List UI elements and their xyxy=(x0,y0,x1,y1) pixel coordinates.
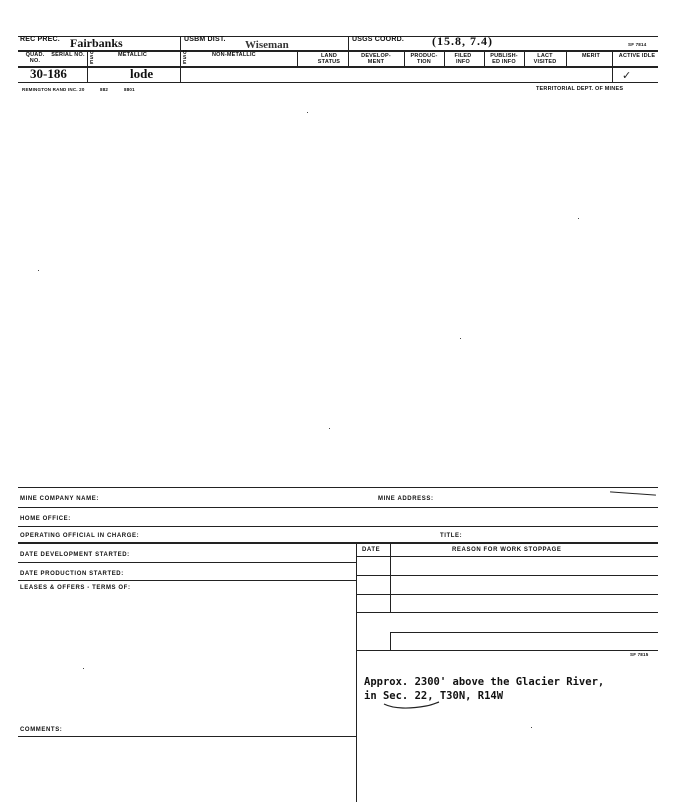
quad-serial-value: 30-186 xyxy=(30,66,67,81)
col-use-nonmetallic: U S E xyxy=(183,50,187,66)
date-development-started-label: DATE DEVELOPMENT STARTED: xyxy=(20,552,130,558)
department-name: TERRITORIAL DEPT. OF MINES xyxy=(536,86,624,92)
operating-official-label: OPERATING OFFICIAL IN CHARGE: xyxy=(20,533,140,539)
col-last-visited: LACT VISITED xyxy=(533,53,557,65)
mine-address-label: MINE ADDRESS: xyxy=(378,496,434,502)
rec-prec-label: REC PREC. xyxy=(20,36,60,43)
usbm-dist-label: USBM DIST. xyxy=(184,36,226,43)
col-non-metallic: NON-METALLIC xyxy=(212,52,256,58)
typed-location-note-line-1: Approx. 2300' above the Glacier River, xyxy=(364,676,605,688)
usbm-dist-value: Wiseman xyxy=(245,39,289,51)
col-development: DEVELOP- MENT xyxy=(361,53,391,65)
col-published-info: PUBLISH- ED INFO xyxy=(490,53,518,65)
col-filed-info: FILED INFO xyxy=(454,53,472,65)
col-merit: MERIT xyxy=(581,53,601,59)
rec-prec-value: Fairbanks xyxy=(70,36,123,50)
usgs-coord-value: (15.8, 7.4) xyxy=(432,34,493,48)
col-land-status: LAND STATUS xyxy=(317,53,341,65)
active-idle-mark: ✓ xyxy=(622,70,632,82)
leases-offers-label: LEASES & OFFERS - TERMS OF: xyxy=(20,585,131,591)
footer-code-2: 8801 xyxy=(124,87,135,92)
reason-for-work-stoppage-header: REASON FOR WORK STOPPAGE xyxy=(452,547,562,553)
date-column-header: DATE xyxy=(362,547,381,553)
col-metallic: METALLIC xyxy=(118,52,147,58)
printer-credit: REMINGTON RAND INC. 20 xyxy=(22,87,85,92)
title-label: TITLE: xyxy=(440,533,463,539)
home-office-label: HOME OFFICE: xyxy=(20,516,71,522)
comments-label: COMMENTS: xyxy=(20,727,63,733)
col-production: PRODUC- TION xyxy=(410,53,438,65)
metallic-value: lode xyxy=(130,66,154,81)
col-quad-no: QUAD. NO. xyxy=(25,52,45,64)
form-number-bottom: SF 7815 xyxy=(630,652,649,657)
typed-location-note-line-2: in Sec. 22, T30N, R14W xyxy=(364,690,504,702)
col-use-metallic: U S E xyxy=(90,50,94,66)
handwritten-underline xyxy=(382,700,442,710)
col-serial-no: SERIAL NO. xyxy=(51,52,85,58)
date-production-started-label: DATE PRODUCTION STARTED: xyxy=(20,571,124,577)
footer-code-1: 882 xyxy=(100,87,109,92)
col-active-idle: ACTIVE IDLE xyxy=(618,53,656,59)
mine-company-name-label: MINE COMPANY NAME: xyxy=(20,496,99,502)
form-number-top: SF 7814 xyxy=(628,42,647,47)
usgs-coord-label: USGS COORD. xyxy=(352,36,404,43)
